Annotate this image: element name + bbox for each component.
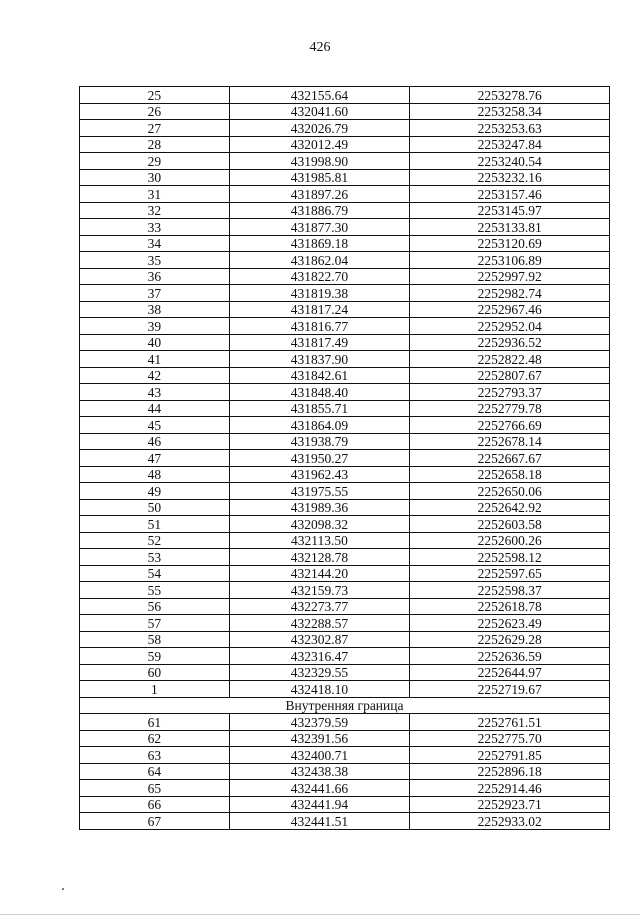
x-coordinate-cell: 431819.38 xyxy=(229,285,410,302)
x-coordinate-cell: 432128.78 xyxy=(229,549,410,566)
y-coordinate-cell: 2252678.14 xyxy=(410,433,610,450)
x-coordinate-cell: 431975.55 xyxy=(229,483,410,500)
table-row xyxy=(80,400,610,417)
table-row xyxy=(80,681,610,698)
point-number-cell: 64 xyxy=(80,763,230,780)
x-coordinate-cell: 431816.77 xyxy=(229,318,410,335)
point-number-cell: 53 xyxy=(80,549,230,566)
y-coordinate-cell: 2253106.89 xyxy=(410,252,610,269)
table-row xyxy=(80,565,610,582)
x-coordinate-cell: 432391.56 xyxy=(229,730,410,747)
point-number-cell: 39 xyxy=(80,318,230,335)
x-coordinate-cell: 431837.90 xyxy=(229,351,410,368)
x-coordinate-cell: 431998.90 xyxy=(229,153,410,170)
x-coordinate-cell: 431962.43 xyxy=(229,466,410,483)
point-number-cell: 62 xyxy=(80,730,230,747)
y-coordinate-cell: 2252791.85 xyxy=(410,747,610,764)
y-coordinate-cell: 2252598.12 xyxy=(410,549,610,566)
table-row xyxy=(80,169,610,186)
y-coordinate-cell: 2252600.26 xyxy=(410,532,610,549)
x-coordinate-cell: 432418.10 xyxy=(229,681,410,698)
y-coordinate-cell: 2252822.48 xyxy=(410,351,610,368)
table-row xyxy=(80,516,610,533)
page-number: 426 xyxy=(309,40,331,55)
y-coordinate-cell: 2252967.46 xyxy=(410,301,610,318)
y-coordinate-cell: 2252658.18 xyxy=(410,466,610,483)
point-number-cell: 55 xyxy=(80,582,230,599)
point-number-cell: 63 xyxy=(80,747,230,764)
point-number-cell: 35 xyxy=(80,252,230,269)
point-number-cell: 60 xyxy=(80,664,230,681)
x-coordinate-cell: 432379.59 xyxy=(229,714,410,731)
page-bottom-edge xyxy=(0,914,640,915)
x-coordinate-cell: 431897.26 xyxy=(229,186,410,203)
x-coordinate-cell: 432316.47 xyxy=(229,648,410,665)
x-coordinate-cell: 432012.49 xyxy=(229,136,410,153)
table-row xyxy=(80,499,610,516)
y-coordinate-cell: 2252636.59 xyxy=(410,648,610,665)
y-coordinate-cell: 2252618.78 xyxy=(410,598,610,615)
table-row xyxy=(80,598,610,615)
y-coordinate-cell: 2252597.65 xyxy=(410,565,610,582)
coordinates-table xyxy=(79,86,610,830)
y-coordinate-cell: 2252629.28 xyxy=(410,631,610,648)
y-coordinate-cell: 2253247.84 xyxy=(410,136,610,153)
y-coordinate-cell: 2252603.58 xyxy=(410,516,610,533)
y-coordinate-cell: 2252982.74 xyxy=(410,285,610,302)
x-coordinate-cell: 431817.24 xyxy=(229,301,410,318)
table-row xyxy=(80,334,610,351)
x-coordinate-cell: 431886.79 xyxy=(229,202,410,219)
point-number-cell: 40 xyxy=(80,334,230,351)
y-coordinate-cell: 2253240.54 xyxy=(410,153,610,170)
x-coordinate-cell: 432144.20 xyxy=(229,565,410,582)
table-row xyxy=(80,582,610,599)
table-row xyxy=(80,285,610,302)
y-coordinate-cell: 2252650.06 xyxy=(410,483,610,500)
table-row xyxy=(80,796,610,813)
table-row xyxy=(80,549,610,566)
y-coordinate-cell: 2252761.51 xyxy=(410,714,610,731)
y-coordinate-cell: 2252896.18 xyxy=(410,763,610,780)
x-coordinate-cell: 431822.70 xyxy=(229,268,410,285)
x-coordinate-cell: 431842.61 xyxy=(229,367,410,384)
table-row xyxy=(80,730,610,747)
x-coordinate-cell: 432400.71 xyxy=(229,747,410,764)
y-coordinate-cell: 2253133.81 xyxy=(410,219,610,236)
point-number-cell: 29 xyxy=(80,153,230,170)
table-row xyxy=(80,450,610,467)
y-coordinate-cell: 2252766.69 xyxy=(410,417,610,434)
table-row xyxy=(80,87,610,104)
x-coordinate-cell: 432041.60 xyxy=(229,103,410,120)
table-row xyxy=(80,532,610,549)
scan-speck xyxy=(62,888,64,890)
point-number-cell: 52 xyxy=(80,532,230,549)
table-row xyxy=(80,664,610,681)
y-coordinate-cell: 2253157.46 xyxy=(410,186,610,203)
y-coordinate-cell: 2252642.92 xyxy=(410,499,610,516)
point-number-cell: 31 xyxy=(80,186,230,203)
coordinates-table-body xyxy=(80,87,610,830)
point-number-cell: 36 xyxy=(80,268,230,285)
point-number-cell: 33 xyxy=(80,219,230,236)
point-number-cell: 37 xyxy=(80,285,230,302)
y-coordinate-cell: 2252933.02 xyxy=(410,813,610,830)
table-row xyxy=(80,235,610,252)
y-coordinate-cell: 2252997.92 xyxy=(410,268,610,285)
table-row xyxy=(80,813,610,830)
x-coordinate-cell: 431855.71 xyxy=(229,400,410,417)
point-number-cell: 34 xyxy=(80,235,230,252)
point-number-cell: 48 xyxy=(80,466,230,483)
x-coordinate-cell: 432273.77 xyxy=(229,598,410,615)
point-number-cell: 41 xyxy=(80,351,230,368)
point-number-cell: 47 xyxy=(80,450,230,467)
point-number-cell: 61 xyxy=(80,714,230,731)
x-coordinate-cell: 432441.51 xyxy=(229,813,410,830)
table-row xyxy=(80,466,610,483)
x-coordinate-cell: 431869.18 xyxy=(229,235,410,252)
point-number-cell: 30 xyxy=(80,169,230,186)
point-number-cell: 46 xyxy=(80,433,230,450)
table-row xyxy=(80,351,610,368)
x-coordinate-cell: 431817.49 xyxy=(229,334,410,351)
table-row xyxy=(80,153,610,170)
table-row xyxy=(80,103,610,120)
y-coordinate-cell: 2252779.78 xyxy=(410,400,610,417)
table-row xyxy=(80,763,610,780)
x-coordinate-cell: 432155.64 xyxy=(229,87,410,104)
table-row xyxy=(80,367,610,384)
y-coordinate-cell: 2252644.97 xyxy=(410,664,610,681)
x-coordinate-cell: 431848.40 xyxy=(229,384,410,401)
y-coordinate-cell: 2253253.63 xyxy=(410,120,610,137)
point-number-cell: 1 xyxy=(80,681,230,698)
table-row xyxy=(80,417,610,434)
x-coordinate-cell: 432441.66 xyxy=(229,780,410,797)
table-row xyxy=(80,186,610,203)
point-number-cell: 42 xyxy=(80,367,230,384)
table-row xyxy=(80,252,610,269)
table-row xyxy=(80,120,610,137)
point-number-cell: 27 xyxy=(80,120,230,137)
y-coordinate-cell: 2252775.70 xyxy=(410,730,610,747)
point-number-cell: 45 xyxy=(80,417,230,434)
point-number-cell: 49 xyxy=(80,483,230,500)
table-row xyxy=(80,483,610,500)
x-coordinate-cell: 431864.09 xyxy=(229,417,410,434)
x-coordinate-cell: 432113.50 xyxy=(229,532,410,549)
table-row xyxy=(80,780,610,797)
y-coordinate-cell: 2252914.46 xyxy=(410,780,610,797)
table-row xyxy=(80,301,610,318)
x-coordinate-cell: 432329.55 xyxy=(229,664,410,681)
x-coordinate-cell: 431938.79 xyxy=(229,433,410,450)
point-number-cell: 44 xyxy=(80,400,230,417)
x-coordinate-cell: 431862.04 xyxy=(229,252,410,269)
table-row xyxy=(80,268,610,285)
x-coordinate-cell: 432302.87 xyxy=(229,631,410,648)
point-number-cell: 67 xyxy=(80,813,230,830)
y-coordinate-cell: 2252807.67 xyxy=(410,367,610,384)
point-number-cell: 56 xyxy=(80,598,230,615)
y-coordinate-cell: 2252623.49 xyxy=(410,615,610,632)
point-number-cell: 51 xyxy=(80,516,230,533)
y-coordinate-cell: 2253258.34 xyxy=(410,103,610,120)
y-coordinate-cell: 2253120.69 xyxy=(410,235,610,252)
y-coordinate-cell: 2252667.67 xyxy=(410,450,610,467)
y-coordinate-cell: 2252719.67 xyxy=(410,681,610,698)
x-coordinate-cell: 432441.94 xyxy=(229,796,410,813)
y-coordinate-cell: 2252598.37 xyxy=(410,582,610,599)
point-number-cell: 59 xyxy=(80,648,230,665)
x-coordinate-cell: 431989.36 xyxy=(229,499,410,516)
x-coordinate-cell: 432438.38 xyxy=(229,763,410,780)
table-row xyxy=(80,219,610,236)
table-row xyxy=(80,615,610,632)
point-number-cell: 25 xyxy=(80,87,230,104)
section-label: Внутренняя граница xyxy=(80,697,610,714)
x-coordinate-cell: 432098.32 xyxy=(229,516,410,533)
table-row xyxy=(80,136,610,153)
y-coordinate-cell: 2253145.97 xyxy=(410,202,610,219)
table-row xyxy=(80,318,610,335)
table-row xyxy=(80,433,610,450)
y-coordinate-cell: 2252936.52 xyxy=(410,334,610,351)
x-coordinate-cell: 432026.79 xyxy=(229,120,410,137)
x-coordinate-cell: 432288.57 xyxy=(229,615,410,632)
point-number-cell: 43 xyxy=(80,384,230,401)
y-coordinate-cell: 2253232.16 xyxy=(410,169,610,186)
y-coordinate-cell: 2252793.37 xyxy=(410,384,610,401)
section-header-row xyxy=(80,697,610,714)
table-row xyxy=(80,631,610,648)
point-number-cell: 32 xyxy=(80,202,230,219)
point-number-cell: 54 xyxy=(80,565,230,582)
table-row xyxy=(80,202,610,219)
point-number-cell: 28 xyxy=(80,136,230,153)
y-coordinate-cell: 2252923.71 xyxy=(410,796,610,813)
point-number-cell: 50 xyxy=(80,499,230,516)
point-number-cell: 26 xyxy=(80,103,230,120)
x-coordinate-cell: 431877.30 xyxy=(229,219,410,236)
table-row xyxy=(80,714,610,731)
x-coordinate-cell: 432159.73 xyxy=(229,582,410,599)
table-row xyxy=(80,648,610,665)
point-number-cell: 66 xyxy=(80,796,230,813)
point-number-cell: 57 xyxy=(80,615,230,632)
point-number-cell: 38 xyxy=(80,301,230,318)
point-number-cell: 58 xyxy=(80,631,230,648)
y-coordinate-cell: 2253278.76 xyxy=(410,87,610,104)
y-coordinate-cell: 2252952.04 xyxy=(410,318,610,335)
x-coordinate-cell: 431985.81 xyxy=(229,169,410,186)
table-row xyxy=(80,747,610,764)
point-number-cell: 65 xyxy=(80,780,230,797)
table-row xyxy=(80,384,610,401)
x-coordinate-cell: 431950.27 xyxy=(229,450,410,467)
